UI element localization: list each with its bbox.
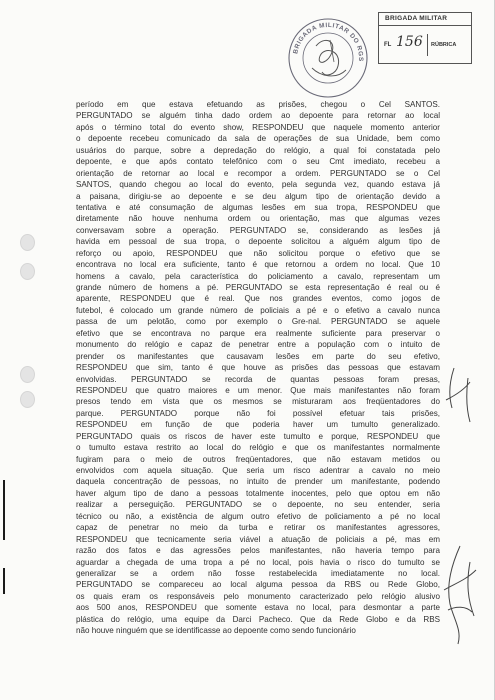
text-line: PERGUNTADO quais os riscos de haver este tumulto e porque, RESPONDEU que (76, 431, 440, 441)
text-line: o tumulto estava restrito ao local do relógio e que os manifestantes normalmente (76, 443, 440, 453)
margin-signature (436, 540, 482, 650)
text-line: envolvidas. PERGUNTADO se recorda de quantas pessoas foram presas, (76, 374, 440, 384)
text-line: conversavam sobre a operação. PERGUNTADO se, considerando as lesões já (76, 225, 440, 235)
text-line: técnico ou não, a existência de algum outro efetivo de policiamento a pé no local (76, 511, 440, 521)
text-line: parque. PERGUNTADO porque não foi possível efetuar tais prisões, (76, 408, 440, 418)
text-line: presos tendo em vista que os mesmos se misturaram aos freqüentadores do (76, 397, 440, 407)
text-line: efetivo que se encontrava no parque era realmente suficiente para preservar o (76, 328, 440, 338)
text-line: homens a cavalo, pela característica do policiamento a cavalo, representam um (76, 271, 440, 281)
scan-edge-mark (3, 568, 5, 594)
text-line: fugiram para o meio de outros freqüentadores, que não estavam metidos ou (76, 454, 440, 464)
text-line: após o término total do evento show, RESPONDEU que naquele momento anterior (76, 122, 440, 132)
text-line: RESPONDEU em função de que poderia haver um tumulto generalizado. (76, 420, 440, 430)
punch-hole (20, 263, 35, 280)
text-line: aguardar a chegada de uma tropa a pé no local, pois havia o risco do tumulto se (76, 557, 440, 567)
page-number-stamp (378, 12, 472, 64)
svg-text:BRIGADA MILITAR DO RGS: BRIGADA MILITAR DO RGS (292, 21, 365, 62)
stamp-fl-label: FL (384, 42, 392, 48)
text-line: passa de um pelotão, como por exemplo o Gre-nal. PERGUNTADO se aquele (76, 317, 440, 327)
punch-hole (20, 391, 35, 408)
text-line: aos 500 anos, RESPONDEU que somente estava no local, para desmontar a parte (76, 603, 440, 613)
text-line: SANTOS, quando chegou ao local do evento, pela segunda vez, quando estava já (76, 180, 440, 190)
text-line: generalizar se a ordem não fosse restabelecida imediatamente no local. (76, 568, 440, 578)
text-line: depoente, e que após contato telefônico com o seu Cmt imediato, recebeu a (76, 157, 440, 167)
text-line: não houve ninguém que se identificasse ao depoente como sendo funcionário (76, 626, 356, 636)
text-line: usuários do parque, sobre a depredação do relógio, a qual foi constatada pelo (76, 145, 440, 155)
text-line: envolvidos com aquela situação. Que seria um risco adentrar a cavalo no meio (76, 466, 440, 475)
text-line: capaz de penetrar no meio da turba e retirar os manifestantes agressores, (76, 523, 440, 533)
text-line: grande número de homens a pé. PERGUNTADO se esta representação é real ou é (76, 283, 440, 292)
text-line: aparente, RESPONDEU que é real. Que nos grandes eventos, como jogos de (76, 294, 440, 304)
stamp-rubrica-label: RÚBRICA (431, 42, 457, 48)
text-line: diretamente não houve nenhuma ordem ou orientação, mas que algumas vezes (76, 214, 440, 224)
text-line: os quais eram os responsáveis pelo monumento caracterizado pelo relógio alusivo (76, 591, 440, 601)
text-line: monumento do relógio e capaz de penetrar entre a população com o intuito de (76, 340, 440, 350)
text-line: o depoente recebeu comunicado da sala de operações de sua Unidade, bem como (76, 134, 440, 144)
text-line: encontrava no local era suficiente, tanto é que retornou a ordem no local. Que 10 (76, 260, 440, 270)
text-line: período em que estava efetuando as prisões, chegou o Cel SANTOS. (76, 100, 440, 109)
text-line: plástica do relógio, uma equipe da Darci Pacheco. Que da Rede Globo e da RBS (76, 614, 440, 624)
punch-hole (20, 234, 35, 251)
text-line: futebol, é colocado um grande número de policiais a pé e o efetivo a cavalo nunca (76, 305, 440, 315)
text-line: RESPONDEU que tecnicamente seria viável a atuação de policiais a pé, mas em (76, 534, 440, 544)
text-line: realizar a perseguição. PERGUNTADO se o depoente, no seu entender, seria (76, 500, 440, 510)
text-line: prender os manifestantes que causavam lesões em parte do seu efetivo, (76, 351, 440, 361)
text-line: RESPONDEU que quatro maiores e um menor. Que mais manifestantes não foram (76, 385, 440, 395)
text-line: PERGUNTADO se alguém tinha dado ordem ao depoente para retornar ao local (76, 111, 440, 121)
text-line: havida em pessoal de sua tropa, o depoente solicitou a alguém algum tipo de (76, 237, 440, 247)
deposition-text (76, 99, 440, 637)
text-line: reforço ou apoio, RESPONDEU que não solicitou porque o efetivo que se (76, 248, 440, 258)
punch-hole (20, 366, 35, 383)
text-line: daquela concentração de pessoas, no intuito de prender um manifestante, podendo (76, 477, 440, 487)
text-line: a paisana, dirigiu-se ao depoente e se deu algum tipo de orientação devido a (76, 191, 440, 201)
text-line: haver algum tipo de dano a pessoas totalmente inocentes, pelo que optou em não (76, 488, 440, 498)
stamp-page-number: 156 (396, 34, 423, 50)
margin-signature (440, 360, 480, 430)
text-line: tentativa e até consumação de algumas lesões em sua tropa, RESPONDEU que (76, 202, 440, 212)
official-seal (286, 16, 370, 100)
text-line: razão dos fatos e das agressões pelos manifestantes, não haveria tempo para (76, 546, 440, 556)
stamp-header: BRIGADA MILITAR (379, 13, 471, 26)
text-line: RESPONDEU que sim, tanto é que houve as prisões das pessoas que estavam (76, 363, 440, 373)
text-line: orientação de retornar ao local e recompor a ordem. PERGUNTADO se o Cel (76, 168, 440, 178)
scan-edge-mark (3, 480, 5, 540)
text-line: PERGUNTADO se compareceu ao local alguma pessoa da RBS ou Rede Globo, (76, 580, 440, 590)
